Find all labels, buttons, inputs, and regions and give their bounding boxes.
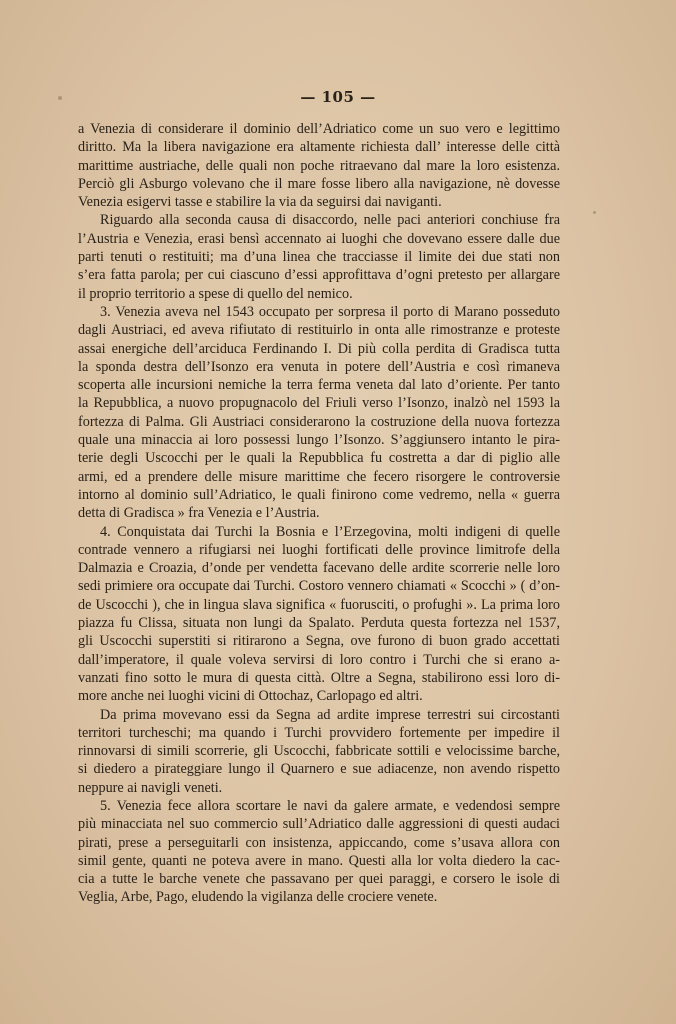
text-line: territori turcheschi; ma quando i Turchi provvidero fortemente per impedire il [78,724,560,741]
text-line: Dalmazia e Croazia, d’onde per vendetta facevano delle ardite scorrerie nelle loro [78,560,560,577]
text-line: contrade vennero a rifugiarsi nei luoghi fortificati delle province limitrofe della [78,541,560,558]
text-line: piazza fu Clissa, situata non lungi da Spalato. Perduta questa fortezza nel 1537, [78,615,560,632]
text-line: simil gente, quanti ne poteva avere in mano. Questi alla lor volta diedero la cac- [78,852,560,869]
text-line: quale una minaccia ai loro possessi lungo l’Isonzo. S’aggiunsero intanto le pira- [78,432,560,449]
text-line: detta di Gradisca » fra Venezia e l’Austria. [78,505,320,522]
text-line: Venezia esigervi tasse e stabilire la via da seguirsi dai naviganti. [78,194,442,211]
text-line: marittime austriache, delle quali non poche ritraevano dal mare la loro esistenza. [78,157,560,174]
body-text [78,120,560,907]
text-line: diritto. Ma la libera navigazione era altamente richiesta dall’ interesse delle città [78,139,560,156]
text-line: rinnovarsi di simili scorrerie, gli Uscocchi, fabbricate sottili e velocissime barche, [78,743,560,760]
text-line: armi, ed a prendere delle misure marittime che fecero risorgere le controversie [78,468,560,485]
text-line: pirati, prese a perseguitarli con insistenza, appiccando, come s’usava allora con [78,834,560,851]
text-line: gli Uscocchi superstiti si ritirarono a Segna, ove furono di buon grado accettati [78,633,560,650]
text-line: cia a tutte le barche venete che passavano per quei paraggi, e corsero le isole di [78,871,560,888]
text-line: fortezza di Palma. Gli Austriaci considerarono la costruzione della nuova fortezza [78,413,560,430]
text-line: scoperta alle incursioni nemiche la terra ferma veneta dal lato d’oriente. Per tanto [78,377,560,394]
text-line: la sponda destra dell’Isonzo era venuta in potere dell’Austria e così rimaneva [78,358,560,375]
text-line: sedi primiere ora occupate dai Turchi. Costoro vennero chiamati « Scocchi » ( d’on- [78,578,560,595]
text-line: 5. Venezia fece allora scortare le navi da galere armate, e vedendosi sempre [100,797,560,814]
text-line: a Venezia di considerare il dominio dell’Adriatico come un suo vero e legittimo [78,121,560,137]
text-line: il proprio territorio a spese di quello del nemico. [78,285,353,302]
text-line: neppure ai navigli veneti. [78,779,223,796]
text-line: l’Austria e Venezia, erasi bensì accennato ai luoghi che dovevano essere dalle due [78,230,560,247]
paper-spot [58,96,62,100]
text-line: Perciò gli Asburgo volevano che il mare fosse libero alla navigazione, nè dovesse [78,175,560,192]
text-line: dagli Austriaci, ed aveva rifiutato di restituirlo in onta alle rimostranze e proteste [78,322,560,339]
text-line: più minacciata nel suo commercio sull’Adriatico dalle aggressioni di questi audaci [78,816,560,833]
text-line: terie degli Uscocchi per le quali la Repubblica fu costretta a dar di piglio alle [78,450,560,467]
text-line: Riguardo alla seconda causa di disaccordo, nelle paci anteriori conchiuse fra [100,212,560,229]
text-line: vanzati fino sotto le mura di questa città. Oltre a Segna, stabilirono essi loro di- [78,669,560,686]
text-line: more anche nei luoghi vicini di Ottochaz, Carlopago ed altri. [78,688,423,705]
text-line: 3. Venezia aveva nel 1543 occupato per sorpresa il porto di Marano posseduto [100,303,560,320]
text-line: s’era fatta parola; per cui ciascuno d’essi approfittava d’ogni pretesto per allargare [78,267,560,284]
paper-spot [593,211,596,214]
text-line: parti tenuti o restituiti; ma d’una linea che tracciasse il limite dei due stati non [78,249,560,266]
page-number: — 105 — [300,88,376,106]
text-line: la Repubblica, a nuovo propugnacolo del Friuli verso l’Isonzo, inalzò nel 1593 la [78,395,560,412]
text-line: intorno al dominio sull’Adriatico, le quali finirono come vedremo, nella « guerra [78,486,560,503]
text-line: dall’imperatore, il quale voleva servirsi di loro contro i Turchi che si erano a- [78,651,560,668]
text-line: Veglia, Arbe, Pago, eludendo la vigilanza delle crociere venete. [78,889,438,906]
text-line: Da prima movevano essi da Segna ad ardite imprese terrestri sui circostanti [100,706,560,723]
text-line: 4. Conquistata dai Turchi la Bosnia e l’Erzegovina, molti indigeni di quelle [100,523,560,540]
text-line: si diedero a pirateggiare lungo il Quarnero e sue adiacenze, non avendo rispetto [78,761,560,778]
text-line: assai energiche dell’arciduca Ferdinando I. Di più colla perdita di Gradisca tutta [78,340,560,357]
text-line: de Uscocchi ), che in lingua slava significa « fuorusciti, o profughi ». La prima loro [78,596,560,613]
